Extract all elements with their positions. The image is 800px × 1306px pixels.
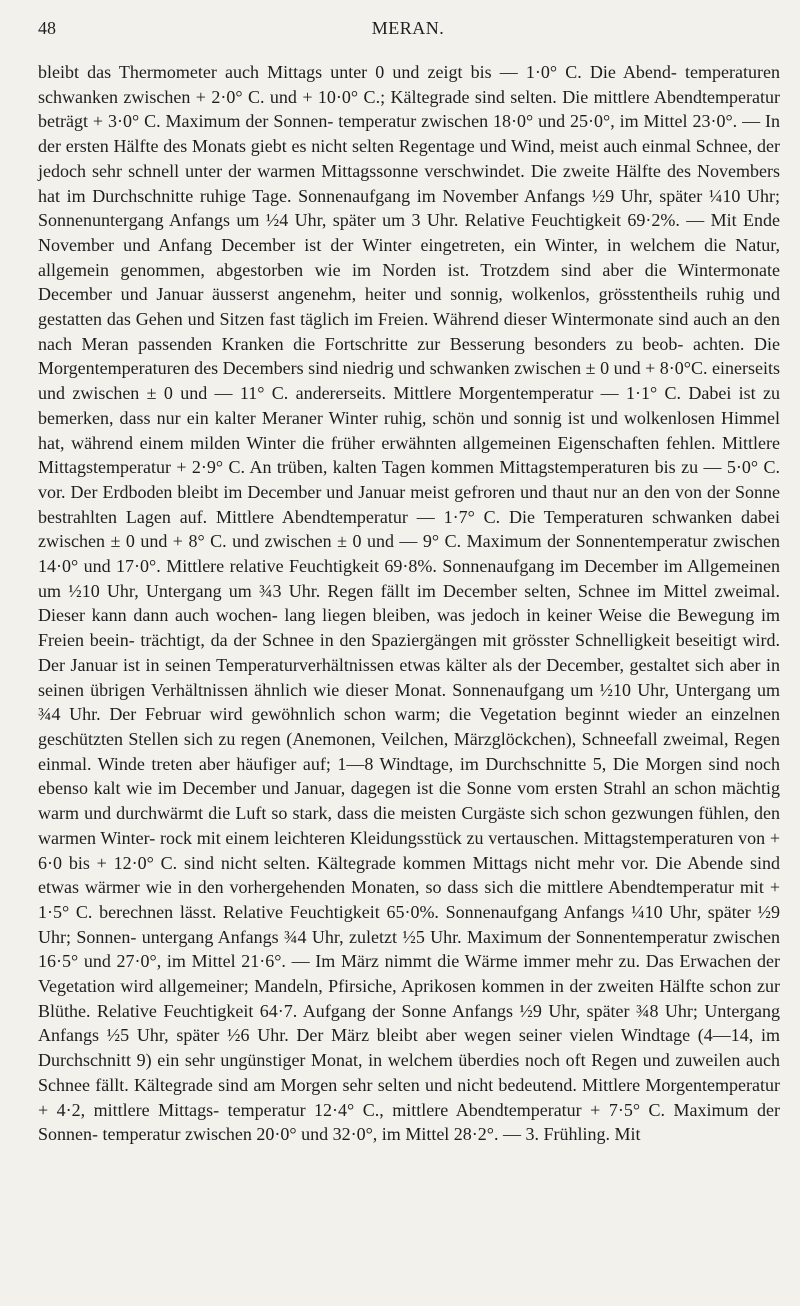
- page-header: [38, 8, 778, 44]
- page-number: 48: [38, 18, 56, 38]
- running-title: MERAN.: [371, 18, 445, 38]
- body-text: bleibt das Thermometer auch Mittags unter 0 und zeigt bis — 1·0° C. Die Abend- temperaturen schwanken zwischen + 2·0° C. und + 10·0° C.; Kältegrade sind selten. Die mittlere Abendtemperatur beträgt + 3·0° C. Maximum der Sonnen- temperatur zwischen 18·0° und 25·0°, im Mittel 23·0°. — In der ersten Hälfte des Monats giebt es nicht selten Regentage und Wind, meist auch einmal Schnee, der jedoch sehr schnell unter der warmen Mittagssonne verschwindet. Die zweite Hälfte des Novembers hat im Durchschnitte ruhige Tage. Sonnenaufgang im November Anfangs ½9 Uhr, später ¼10 Uhr; Sonnenuntergang Anfangs um ½4 Uhr, später um 3 Uhr. Relative Feuchtigkeit 69·2%. — Mit Ende November und Anfang December ist der Winter eingetreten, ein Winter, in welchem die Natur, allgemein genommen, abgestorben wie im Norden ist. Trotzdem sind aber die Wintermonate December und Januar äusserst angenehm, heiter und sonnig, wolkenlos, grösstentheils ruhig und gestatten das Gehen und Sitzen fast täglich im Freien. Während dieser Wintermonate sind auch an den nach Meran passenden Kranken die Fortschritte zur Besserung besonders zu beob- achten. Die Morgentemperaturen des Decembers sind niedrig und schwanken zwischen ± 0 und + 8·0°C. einerseits und zwischen ± 0 und — 11° C. andererseits. Mittlere Morgentemperatur — 1·1° C. Dabei ist zu bemerken, dass nur ein kalter Meraner Winter ruhig, schön und sonnig ist und wolkenlosen Himmel hat, während einem milden Winter die früher erwähnten allgemeinen Eigenschaften fehlen. Mittlere Mittagstemperatur + 2·9° C. An trüben, kalten Tagen kommen Mittagstemperaturen bis zu — 5·0° C. vor. Der Erdboden bleibt im December und Januar meist gefroren und thaut nur an den von der Sonne bestrahlten Lagen auf. Mittlere Abendtemperatur — 1·7° C. Die Temperaturen schwanken dabei zwischen ± 0 und + 8° C. und zwischen ± 0 und — 9° C. Maximum der Sonnentemperatur zwischen 14·0° und 17·0°. Mittlere relative Feuchtigkeit 69·8%. Sonnenaufgang im December im Allgemeinen um ½10 Uhr, Untergang um ¾3 Uhr. Regen fällt im December selten, Schnee im Mittel zweimal. Dieser kann dann auch wochen- lang liegen bleiben, was jedoch in keiner Weise die Bewegung im Freien beein- trächtigt, da der Schnee in den Spaziergängen mit grösster Schnelligkeit beseitigt wird. Der Januar ist in seinen Temperaturverhältnissen etwas kälter als der December, gestaltet sich aber in seinen übrigen Verhältnissen ähnlich wie dieser Monat. Sonnenaufgang um ½10 Uhr, Untergang um ¾4 Uhr. Der Februar wird gewöhnlich schon warm; die Vegetation beginnt wieder an einzelnen geschützten Stellen sich zu regen (Anemonen, Veilchen, Märzglöckchen), Schneefall zweimal, Regen einmal. Winde treten aber häufiger auf; 1—8 Windtage, im Durchschnitte 5, Die Morgen sind noch ebenso kalt wie im December und Januar, dagegen ist die Sonne vom ersten Strahl an schon mächtig warm und durchwärmt die Luft so stark, dass die meisten Curgäste sich schon gezwungen fühlen, den warmen Winter- rock mit einem leichteren Kleidungsstück zu vertauschen. Mittagstemperaturen von + 6·0 bis + 12·0° C. sind nicht selten. Kältegrade kommen Mittags nicht mehr vor. Die Abende sind etwas wärmer wie in den vorhergehenden Monaten, so dass sich die mittlere Abendtemperatur mit + 1·5° C. berechnen lässt. Relative Feuchtigkeit 65·0%. Sonnenaufgang Anfangs ¼10 Uhr, später ½9 Uhr; Sonnen- untergang Anfangs ¾4 Uhr, zuletzt ½5 Uhr. Maximum der Sonnentemperatur zwischen 16·5° und 27·0°, im Mittel 21·6°. — Im März nimmt die Wärme immer mehr zu. Das Erwachen der Vegetation wird allgemeiner; Mandeln, Pfirsiche, Aprikosen kommen in der zweiten Hälfte schon zur Blüthe. Relative Feuchtigkeit 64·7. Aufgang der Sonne Anfangs ½9 Uhr, später ¾8 Uhr; Untergang Anfangs ½5 Uhr, später ½6 Uhr. Der März bleibt aber wegen seiner vielen Windtage (4—14, im Durchschnitt 9) ein sehr ungünstiger Monat, in welchem überdies noch oft Regen und zuweilen auch Schnee fällt. Kältegrade sind am Morgen sehr selten und nicht bedeutend. Mittlere Morgentemperatur + 4·2, mittlere Mittags- temperatur 12·4° C., mittlere Abendtemperatur + 7·5° C. Maximum der Sonnen- temperatur zwischen 20·0° und 32·0°, im Mittel 28·2°. — 3. Frühling. Mit: [38, 62, 780, 1145]
